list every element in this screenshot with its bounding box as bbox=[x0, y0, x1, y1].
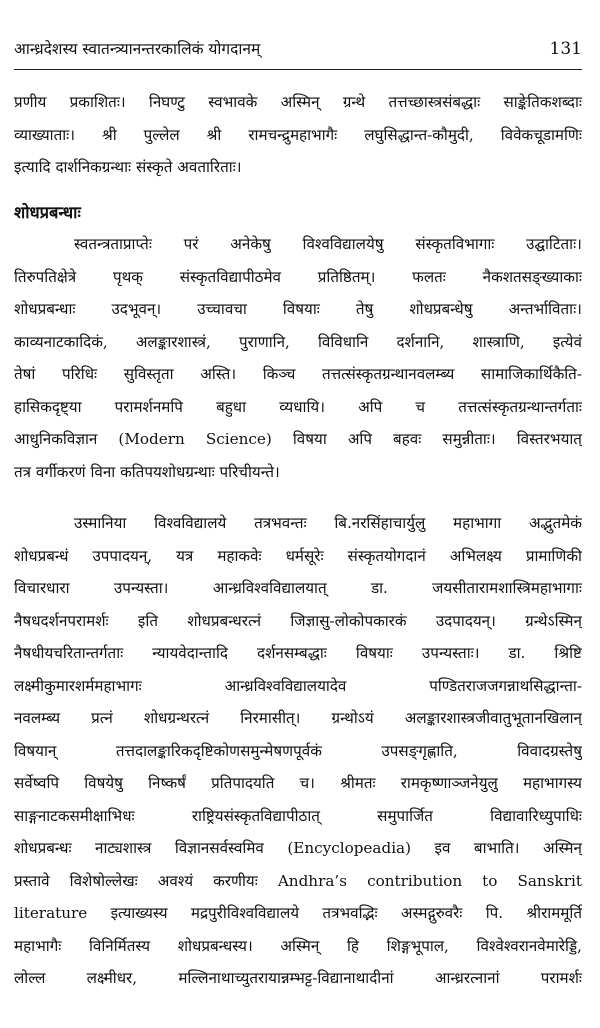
word: आधुनिकविज्ञान bbox=[14, 430, 98, 448]
word: यत्र bbox=[176, 546, 194, 565]
text-line bbox=[14, 326, 582, 359]
text-line bbox=[14, 930, 582, 963]
text-line bbox=[14, 735, 582, 768]
word: विचारधारा bbox=[14, 579, 70, 597]
word: महाभागा bbox=[453, 514, 502, 532]
word: अस्मद्गुरुवरैः bbox=[400, 904, 463, 922]
text-line bbox=[14, 962, 582, 995]
word: अस्मिन् bbox=[542, 839, 582, 857]
text-line bbox=[14, 897, 582, 930]
word: समुन्नीताः। bbox=[442, 430, 496, 448]
word: विषयाः bbox=[355, 644, 393, 662]
word: सर्वेष्वपि bbox=[14, 774, 60, 792]
word: उच्चावचा bbox=[197, 300, 247, 318]
word: इति bbox=[137, 611, 158, 630]
running-header bbox=[14, 36, 582, 62]
word: अभिलक्ष्य bbox=[449, 546, 502, 565]
word: विवेकचूडामणिः bbox=[500, 125, 582, 144]
word: हासिकदृष्ट्या bbox=[14, 397, 82, 416]
word: प्रामाणिकी bbox=[525, 546, 582, 565]
word: Science) bbox=[205, 430, 272, 448]
word: विनिर्मितस्य bbox=[88, 936, 151, 955]
word: समुपार्जित bbox=[377, 806, 433, 825]
word: अवतारिताः। bbox=[177, 158, 242, 176]
word: सामाजिकार्थिकैति- bbox=[480, 365, 582, 383]
word: तिरुपतिक्षेत्रे bbox=[14, 267, 77, 286]
word: तेषां bbox=[14, 365, 36, 383]
word: संस्कृते bbox=[135, 158, 178, 176]
word: श्री bbox=[206, 125, 222, 144]
word: परिचीयन्ते। bbox=[219, 462, 280, 481]
word: नैकशतसङ्ख्याकाः bbox=[482, 267, 582, 286]
word: दार्शनिकग्रन्थाः bbox=[55, 158, 136, 176]
word: शोधप्रबन्धस्य। bbox=[177, 936, 253, 955]
word: उदपादयन्। bbox=[435, 611, 496, 630]
word: शोधप्रबन्धरत्नं bbox=[187, 611, 262, 630]
word: इत्यादि bbox=[14, 158, 56, 176]
word: जयसीतारामशास्त्रिमहाभागाः bbox=[432, 579, 582, 597]
text-line bbox=[14, 151, 582, 184]
word: ग्रन्थेऽस्मिन् bbox=[525, 611, 582, 630]
word: साङ्गनाटकसमीक्षाभिधः bbox=[14, 806, 135, 825]
word: विषयेषु bbox=[84, 774, 123, 792]
text-line bbox=[14, 119, 582, 152]
word: इत्येवं bbox=[552, 332, 582, 351]
word: अपि bbox=[358, 397, 383, 416]
word: श्रीमतः bbox=[340, 774, 376, 792]
word: शोधप्रबन्धेषु bbox=[409, 300, 473, 318]
word: रामचन्द्रुमहाभागैः bbox=[248, 125, 338, 144]
word: (Modern bbox=[118, 430, 185, 448]
word: literature bbox=[14, 904, 88, 922]
word: श्रिष्टि bbox=[554, 644, 582, 662]
word: काव्यनाटकादिकं, bbox=[14, 332, 108, 351]
word: पण्डितराजजगन्नाथसिद्धान्ता- bbox=[429, 676, 582, 695]
word: करणीयः bbox=[213, 871, 258, 890]
word: ग्रन्थोऽयं bbox=[331, 709, 374, 727]
word: विश्वेश्वरानवेमारेड्डि, bbox=[476, 936, 582, 955]
word: प्रतिपादयति bbox=[211, 774, 275, 792]
word: राष्ट्रियसंस्कृतविद्यापीठात् bbox=[191, 806, 320, 825]
word: शास्त्राणि, bbox=[472, 332, 525, 351]
word: परामर्शनमपि bbox=[114, 397, 183, 416]
word: पि. bbox=[485, 904, 504, 922]
word: प्रत्नं bbox=[91, 709, 113, 727]
word: महाभागैः bbox=[14, 936, 62, 955]
word: तत्तत्संस्कृतग्रन्थानवलम्ब्य bbox=[322, 365, 455, 383]
word: विज्ञानसर्वस्वमिव bbox=[174, 839, 264, 857]
word: संस्कृतविद्यापीठमेव bbox=[179, 267, 281, 286]
word: स्वतन्त्रताप्राप्तेः bbox=[74, 235, 152, 253]
word: दर्शनानि, bbox=[396, 332, 445, 351]
text-line bbox=[14, 228, 582, 261]
word: परं bbox=[183, 235, 199, 253]
word: आन्ध्ररत्नानां bbox=[434, 969, 500, 987]
word: विश्वविद्यालयेषु bbox=[302, 235, 384, 253]
word: पुल्लेल bbox=[143, 125, 180, 144]
word: शोधप्रबन्धं bbox=[14, 546, 69, 565]
word: उपन्यस्ताः। bbox=[421, 644, 480, 662]
text-line bbox=[14, 832, 582, 865]
word: पुराणानि, bbox=[238, 332, 290, 351]
word: अलङ्कारशास्त्रं, bbox=[135, 332, 211, 351]
word: फलतः bbox=[412, 267, 446, 286]
word: नवलम्ब्य bbox=[14, 709, 61, 727]
word: श्री bbox=[101, 125, 117, 144]
text-line bbox=[14, 358, 582, 391]
word: बाभाति। bbox=[473, 839, 520, 857]
text-line bbox=[14, 261, 582, 294]
word: प्रतिष्ठितम्। bbox=[317, 267, 376, 286]
word: लोल्ल bbox=[14, 969, 46, 987]
word: शोधप्रबन्धाः bbox=[14, 300, 76, 318]
paragraph-2 bbox=[14, 228, 582, 488]
word: contribution bbox=[367, 871, 463, 890]
word: सुविस्तृता bbox=[123, 365, 174, 383]
word: न्यायवेदान्तादि bbox=[152, 644, 228, 662]
text-line bbox=[14, 572, 582, 605]
word: शिङ्गभूपाल, bbox=[386, 936, 449, 955]
word: to bbox=[482, 871, 498, 890]
word: व्याख्याताः। bbox=[14, 125, 75, 144]
word: प्रकाशितः। bbox=[69, 93, 126, 111]
paragraph-3 bbox=[14, 507, 582, 995]
word: निरमासीत्। bbox=[240, 709, 301, 727]
word: परामर्शः bbox=[540, 969, 582, 987]
word: स्वभावके bbox=[208, 93, 258, 111]
word: महाकवेः bbox=[217, 546, 262, 565]
word: उद्घाटिताः। bbox=[526, 235, 582, 253]
word: लघुसिद्धान्त-कौमुदी, bbox=[364, 125, 474, 144]
page-number: 131 bbox=[549, 39, 582, 59]
text-line bbox=[14, 767, 582, 800]
word: विषयाः bbox=[282, 300, 320, 318]
word: साङ्केतिकशब्दाः bbox=[503, 93, 582, 111]
word: तत्तच्छास्त्रसंबद्धाः bbox=[388, 93, 481, 111]
section-heading: शोधप्रबन्धाः bbox=[14, 203, 81, 222]
word: नैषधीयचरितान्तर्गताः bbox=[14, 644, 124, 662]
text-line bbox=[14, 293, 582, 326]
word: तत्तत्संस्कृतग्रन्थान्तर्गताः bbox=[458, 397, 582, 416]
header-rule bbox=[14, 69, 582, 70]
text-line bbox=[14, 540, 582, 573]
word: मद्रपुरीविश्वविद्यालये bbox=[190, 904, 300, 922]
word: परिधिः bbox=[62, 365, 98, 383]
word: नैषधदर्शनपरामर्शः bbox=[14, 611, 109, 630]
word: तत्रभवद्भिः bbox=[322, 904, 378, 922]
word: अलङ्कारशास्त्रजीवातुभूतानखिलान् bbox=[404, 709, 582, 727]
word: निघण्टु bbox=[148, 93, 185, 111]
text-line bbox=[14, 456, 582, 489]
word: तत्रभवन्तः bbox=[254, 514, 307, 532]
word: नाट्यशास्त्र bbox=[95, 839, 152, 857]
word: डा. bbox=[508, 644, 526, 662]
word: प्रणीय bbox=[14, 93, 47, 111]
word: अस्मिन् bbox=[280, 93, 320, 111]
word: विशेषोल्लेखः bbox=[69, 871, 138, 890]
word: विवादग्रस्तेषु bbox=[517, 741, 582, 760]
word: संस्कृतयोगदानं bbox=[347, 546, 426, 565]
word: विना bbox=[90, 462, 121, 481]
word: विषयान् bbox=[14, 741, 57, 760]
word: श्रीराममूर्ति bbox=[526, 904, 582, 922]
word: बहवः bbox=[393, 430, 422, 448]
word: विविधानि bbox=[317, 332, 369, 351]
word: हि bbox=[346, 936, 359, 955]
word: अस्ति। bbox=[200, 365, 237, 383]
word: बहुधा bbox=[216, 397, 247, 416]
word: इत्याख्यस्य bbox=[110, 904, 168, 922]
word: उपन्यस्ता। bbox=[113, 579, 169, 597]
text-line bbox=[14, 605, 582, 638]
word: अपि bbox=[347, 430, 372, 448]
text-line bbox=[14, 391, 582, 424]
word: विस्तरभयात् bbox=[516, 430, 582, 448]
word: शोधग्रन्थरत्नं bbox=[143, 709, 210, 727]
word: (Encyclopeadia) bbox=[287, 839, 412, 857]
word: व्यधायि। bbox=[279, 397, 325, 416]
word: दर्शनसम्बद्धाः bbox=[257, 644, 327, 662]
text-line bbox=[14, 702, 582, 735]
word: महाभागस्य bbox=[522, 774, 582, 792]
word: शोधप्रबन्धः bbox=[14, 839, 72, 857]
word: किञ्च bbox=[262, 365, 296, 383]
word: संस्कृतविभागाः bbox=[415, 235, 495, 253]
word: अवश्यं bbox=[157, 871, 194, 890]
word: तेषु bbox=[355, 300, 374, 318]
word: मल्लिनाथाच्युतरायान्नम्भट्ट-विद्यानाथादीनां bbox=[178, 969, 394, 987]
text-line bbox=[14, 423, 582, 456]
word: लक्ष्मीधर, bbox=[86, 969, 138, 987]
word: प्रस्तावे bbox=[14, 871, 50, 890]
word: उपपादयन्, bbox=[92, 546, 153, 565]
word: उपसङ्गृह्णाति, bbox=[381, 741, 458, 760]
text-line bbox=[14, 670, 582, 703]
paragraph-1 bbox=[14, 86, 582, 184]
text-line bbox=[14, 507, 582, 540]
word: उस्मानिया bbox=[74, 514, 127, 532]
word: आन्ध्रविश्वविद्यालयादेव bbox=[224, 676, 347, 695]
word: डा. bbox=[370, 579, 388, 597]
word: उदभूवन्। bbox=[111, 300, 162, 318]
word: जिज्ञासु-लोकोपकारकं bbox=[290, 611, 407, 630]
word: इव bbox=[434, 839, 451, 857]
word: धर्मसूरेः bbox=[285, 546, 324, 565]
word: अस्मिन् bbox=[280, 936, 320, 955]
text-line bbox=[14, 637, 582, 670]
word: अन्तर्भाविताः। bbox=[508, 300, 582, 318]
word: लक्ष्मीकुमारशर्ममहाभागः bbox=[14, 676, 142, 695]
word: आन्ध्रविश्वविद्यालयात् bbox=[212, 579, 327, 597]
word: विषया bbox=[292, 430, 327, 448]
text-line bbox=[14, 800, 582, 833]
word: ग्रन्थे bbox=[342, 93, 366, 111]
word: च। bbox=[299, 774, 315, 792]
word: वर्गीकरणं bbox=[35, 462, 91, 481]
text-line bbox=[14, 86, 582, 119]
word: रामकृष्णाञ्जनेयुलु bbox=[400, 774, 498, 792]
word: विद्यावारिध्युपाधिः bbox=[490, 806, 582, 825]
word: च bbox=[415, 397, 426, 416]
word: विश्वविद्यालये bbox=[154, 514, 227, 532]
word: अनेकेषु bbox=[230, 235, 271, 253]
word: तत्र bbox=[14, 462, 36, 481]
word: पृथक् bbox=[112, 267, 143, 286]
word: अद्भुतमेकं bbox=[528, 514, 582, 532]
word: निष्कर्षं bbox=[148, 774, 186, 792]
text-line bbox=[14, 865, 582, 898]
word: कतिपयशोधग्रन्थाः bbox=[120, 462, 220, 481]
word: तत्तदालङ्कारिकदृष्टिकोणसमुन्मेषणपूर्वकं bbox=[115, 741, 322, 760]
word: Andhra’s bbox=[277, 871, 348, 890]
running-title: आन्ध्रदेशस्य स्वातन्त्र्यानन्तरकालिकं योगदानम् bbox=[14, 40, 261, 58]
word: बि.नरसिंहाचार्युलु bbox=[334, 514, 426, 532]
word: Sanskrit bbox=[517, 871, 582, 890]
